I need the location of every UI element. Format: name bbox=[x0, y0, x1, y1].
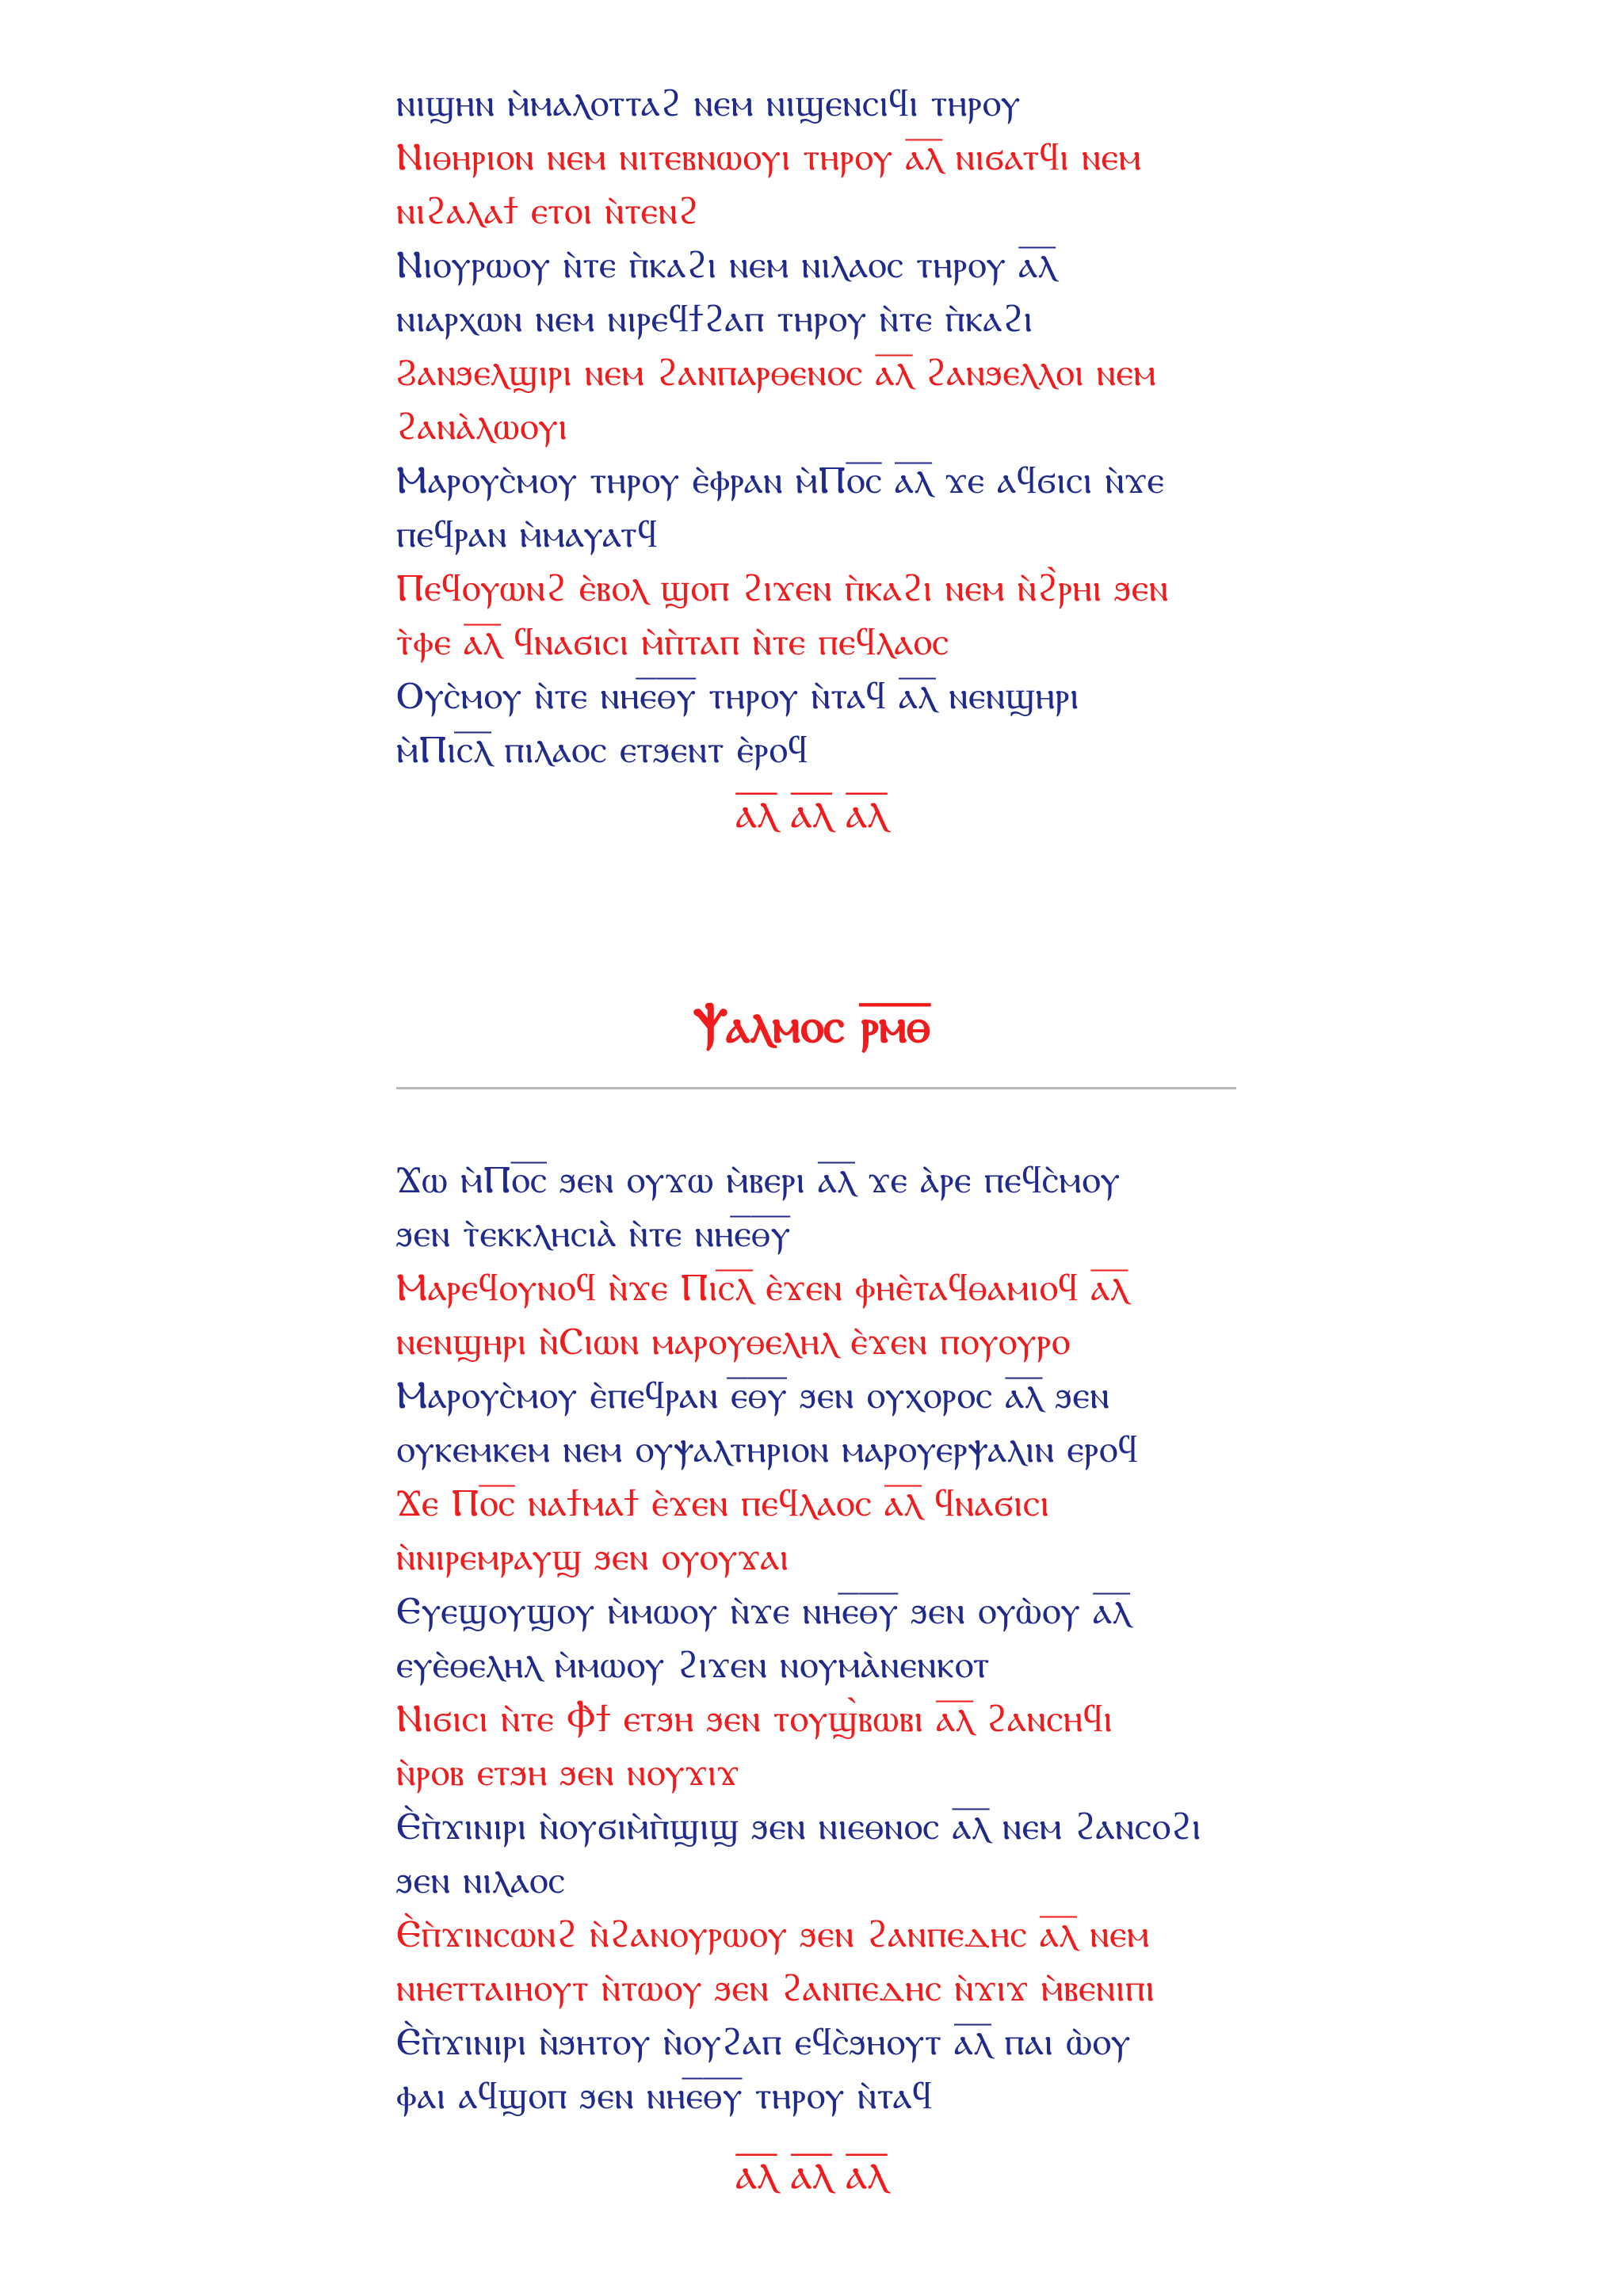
verse-line: Ⲉ̀ⲡ̀ϫⲓⲛⲥⲱⲛϩ ⲛ̀ϩⲁⲛⲟⲩⲣⲱⲟⲩ ϧⲉⲛ ϩⲁⲛⲡⲉⲇⲏⲥ ⲁ̅ⲗ̅ ⲛⲉⲙ bbox=[396, 1912, 1150, 1956]
verse-line: Ϫⲱ ⲙ̀Ⲡⲟ̅ⲥ̅ ϧⲉⲛ ⲟⲩϫⲱ ⲙ̀ⲃⲉⲣⲓ ⲁ̅ⲗ̅ ϫⲉ ⲁ̀ⲣⲉ ⲡⲉϥⲥ̀ⲙⲟⲩ bbox=[396, 1158, 1121, 1202]
verse-line: Ⲙⲁⲣⲟⲩⲥ̀ⲙⲟⲩ ⲉ̀ⲡⲉϥⲣⲁⲛ ⲉ̅ⲑ̅ⲩ̅ ϧⲉⲛ ⲟⲩⲭⲟⲣⲟⲥ ⲁ̅ⲗ̅ ϧⲉⲛ bbox=[396, 1373, 1110, 1417]
verse-line: Ⲛⲓϭⲓⲥⲓ ⲛ̀ⲧⲉ Ⲫ̀ϯ ⲉⲧϧⲏ ϧⲉⲛ ⲧⲟⲩϣ̀ⲃⲱⲃⲓ ⲁ̅ⲗ̅ ϩⲁⲛⲥⲏϥⲓ bbox=[396, 1696, 1113, 1741]
verse-line: ⲛ̀ⲣⲟⲃ ⲉⲧϧⲏ ϧⲉⲛ ⲛⲟⲩϫⲓϫ bbox=[396, 1750, 740, 1794]
verse-line: ⲟⲩⲕⲉⲙⲕⲉⲙ ⲛⲉⲙ ⲟⲩⲯⲁⲗⲧⲏⲣⲓⲟⲛ ⲙⲁⲣⲟⲩⲉⲣⲯⲁⲗⲓⲛ ⲉⲣⲟϥ bbox=[396, 1427, 1139, 1471]
verse-line: ⲙ̀Ⲡⲓⲥ̅ⲗ̅ ⲡⲓⲗⲁⲟⲥ ⲉⲧϧⲉⲛⲧ ⲉ̀ⲣⲟϥ bbox=[396, 727, 808, 772]
refrain-alleluia-1: ⲁ̅ⲗ̅ ⲁ̅ⲗ̅ ⲁ̅ⲗ̅ bbox=[735, 788, 888, 837]
verse-line: ⲛⲓϩⲁⲗⲁϯ ⲉⲧⲟⲓ ⲛ̀ⲧⲉⲛϩ bbox=[396, 189, 699, 233]
verse-line: ⲡⲉϥⲣⲁⲛ ⲙ̀ⲙⲁⲩⲁⲧϥ bbox=[396, 512, 658, 556]
verse-line: ϧⲉⲛ ⲧ̀ⲉⲕⲕⲗⲏⲥⲓⲁ̀ ⲛ̀ⲧⲉ ⲛⲏⲉ̅ⲑ̅ⲩ̅ bbox=[396, 1211, 791, 1256]
refrain-alleluia-2: ⲁ̅ⲗ̅ ⲁ̅ⲗ̅ ⲁ̅ⲗ̅ bbox=[735, 2149, 888, 2199]
verse-line: ⲉⲩⲉ̀ⲑⲉⲗⲏⲗ ⲙ̀ⲙⲱⲟⲩ ϩⲓϫⲉⲛ ⲛⲟⲩⲙⲁ̀ⲛⲉⲛⲕⲟⲧ bbox=[396, 1642, 990, 1687]
verse-line: Ⲛⲓⲑⲏⲣⲓⲟⲛ ⲛⲉⲙ ⲛⲓⲧⲉⲃⲛⲱⲟⲩⲓ ⲧⲏⲣⲟⲩ ⲁ̅ⲗ̅ ⲛⲓϭⲁⲧϥⲓ ⲛⲉⲙ bbox=[396, 135, 1142, 179]
verse-line: ⲛⲏⲉⲧⲧⲁⲓⲏⲟⲩⲧ ⲛ̀ⲧⲱⲟⲩ ϧⲉⲛ ϩⲁⲛⲡⲉⲇⲏⲥ ⲛ̀ϫⲓϫ ⲙ̀ⲃⲉⲛⲓⲡⲓ bbox=[396, 1966, 1155, 2010]
verse-line: ⲫⲁⲓ ⲁϥϣⲟⲡ ϧⲉⲛ ⲛⲏⲉ̅ⲑ̅ⲩ̅ ⲧⲏⲣⲟⲩ ⲛ̀ⲧⲁϥ bbox=[396, 2073, 933, 2118]
verse-line: Ⲙⲁⲣⲟⲩⲥ̀ⲙⲟⲩ ⲧⲏⲣⲟⲩ ⲉ̀ⲫⲣⲁⲛ ⲙ̀Ⲡⲟ̅ⲥ̅ ⲁ̅ⲗ̅ ϫⲉ ⲁϥϭⲓⲥⲓ ⲛ̀ϫⲉ bbox=[396, 458, 1165, 502]
verse-line: ϩⲁⲛⲁ̀ⲗⲱⲟⲩⲓ bbox=[396, 404, 568, 448]
verse-line: ⲛ̀ⲛⲓⲣⲉⲙⲣⲁⲩϣ ϧⲉⲛ ⲟⲩⲟⲩϫⲁⲓ bbox=[396, 1535, 789, 1579]
verse-line: Ⲙⲁⲣⲉϥⲟⲩⲛⲟϥ ⲛ̀ϫⲉ Ⲡⲓⲥ̅ⲗ̅ ⲉ̀ϫⲉⲛ ⲫⲏⲉ̀ⲧⲁϥⲑⲁⲙⲓⲟϥ ⲁ̅ⲗ̅ bbox=[396, 1265, 1129, 1310]
verse-line: Ⲛⲓⲟⲩⲣⲱⲟⲩ ⲛ̀ⲧⲉ ⲡ̀ⲕⲁϩⲓ ⲛⲉⲙ ⲛⲓⲗⲁⲟⲥ ⲧⲏⲣⲟⲩ ⲁ̅ⲗ̅ bbox=[396, 242, 1056, 287]
verse-line: ⲧ̀ⲫⲉ ⲁ̅ⲗ̅ ϥⲛⲁϭⲓⲥⲓ ⲙ̀ⲡ̀ⲧⲁⲡ ⲛ̀ⲧⲉ ⲡⲉϥⲗⲁⲟⲥ bbox=[396, 620, 949, 664]
verse-line: ⲛⲓϣⲏⲛ ⲙ̀ⲙⲁⲗⲟⲧⲧⲁϩ ⲛⲉⲙ ⲛⲓϣⲉⲛⲥⲓϥⲓ ⲧⲏⲣⲟⲩ bbox=[396, 81, 1021, 125]
title-divider bbox=[396, 1087, 1236, 1089]
verse-line: Ⲉⲩⲉϣⲟⲩϣⲟⲩ ⲙ̀ⲙⲱⲟⲩ ⲛ̀ϫⲉ ⲛⲏⲉ̅ⲑ̅ⲩ̅ ϧⲉⲛ ⲟⲩⲱ̀ⲟⲩ ⲁ̅ⲗ̅ bbox=[396, 1589, 1131, 1633]
verse-line: ⲛⲓⲁⲣⲭⲱⲛ ⲛⲉⲙ ⲛⲓⲣⲉϥϯϩⲁⲡ ⲧⲏⲣⲟⲩ ⲛ̀ⲧⲉ ⲡ̀ⲕⲁϩⲓ bbox=[396, 296, 1033, 341]
psalm-title: Ⲯⲁⲗⲙⲟⲥ ⲣ̅ⲙ̅ⲑ̅ bbox=[693, 998, 930, 1054]
verse-line: Ⲟⲩⲥ̀ⲙⲟⲩ ⲛ̀ⲧⲉ ⲛⲏⲉ̅ⲑ̅ⲩ̅ ⲧⲏⲣⲟⲩ ⲛ̀ⲧⲁϥ ⲁ̅ⲗ̅ ⲛⲉⲛϣⲏⲣⲓ bbox=[396, 673, 1079, 718]
verse-line: Ⲉ̀ⲡ̀ϫⲓⲛⲓⲣⲓ ⲛ̀ϧⲏⲧⲟⲩ ⲛ̀ⲟⲩϩⲁⲡ ⲉϥⲥ̀ϧⲏⲟⲩⲧ ⲁ̅ⲗ̅ ⲡⲁⲓ ⲱ̀ⲟⲩ bbox=[396, 2019, 1131, 2064]
verse-line: Ⲡⲉϥⲟⲩⲱⲛϩ ⲉ̀ⲃⲟⲗ ϣⲟⲡ ϩⲓϫⲉⲛ ⲡ̀ⲕⲁϩⲓ ⲛⲉⲙ ⲛ̀ϩ̀ⲣⲏⲓ ϧⲉⲛ bbox=[396, 566, 1169, 610]
verse-line: ⲛⲉⲛϣⲏⲣⲓ ⲛ̀Ⲥⲓⲱⲛ ⲙⲁⲣⲟⲩⲑⲉⲗⲏⲗ ⲉ̀ϫⲉⲛ ⲡⲟⲩⲟⲩⲣⲟ bbox=[396, 1319, 1071, 1363]
verse-line: ϧⲉⲛ ⲛⲓⲗⲁⲟⲥ bbox=[396, 1858, 566, 1902]
verse-line: Ϩⲁⲛϧⲉⲗϣⲓⲣⲓ ⲛⲉⲙ ϩⲁⲛⲡⲁⲣⲑⲉⲛⲟⲥ ⲁ̅ⲗ̅ ϩⲁⲛϧⲉⲗⲗⲟⲓ ⲛⲉⲙ bbox=[396, 350, 1157, 395]
verse-line: Ⲉ̀ⲡ̀ϫⲓⲛⲓⲣⲓ ⲛ̀ⲟⲩϭⲓⲙ̀ⲡ̀ϣⲓϣ ϧⲉⲛ ⲛⲓⲉⲑⲛⲟⲥ ⲁ̅ⲗ̅ ⲛⲉⲙ ϩⲁⲛⲥⲟϩⲓ bbox=[396, 1804, 1201, 1848]
verse-line: Ϫⲉ Ⲡⲟ̅ⲥ̅ ⲛⲁϯⲙⲁϯ ⲉ̀ϫⲉⲛ ⲡⲉϥⲗⲁⲟⲥ ⲁ̅ⲗ̅ ϥⲛⲁϭⲓⲥⲓ bbox=[396, 1481, 1050, 1525]
